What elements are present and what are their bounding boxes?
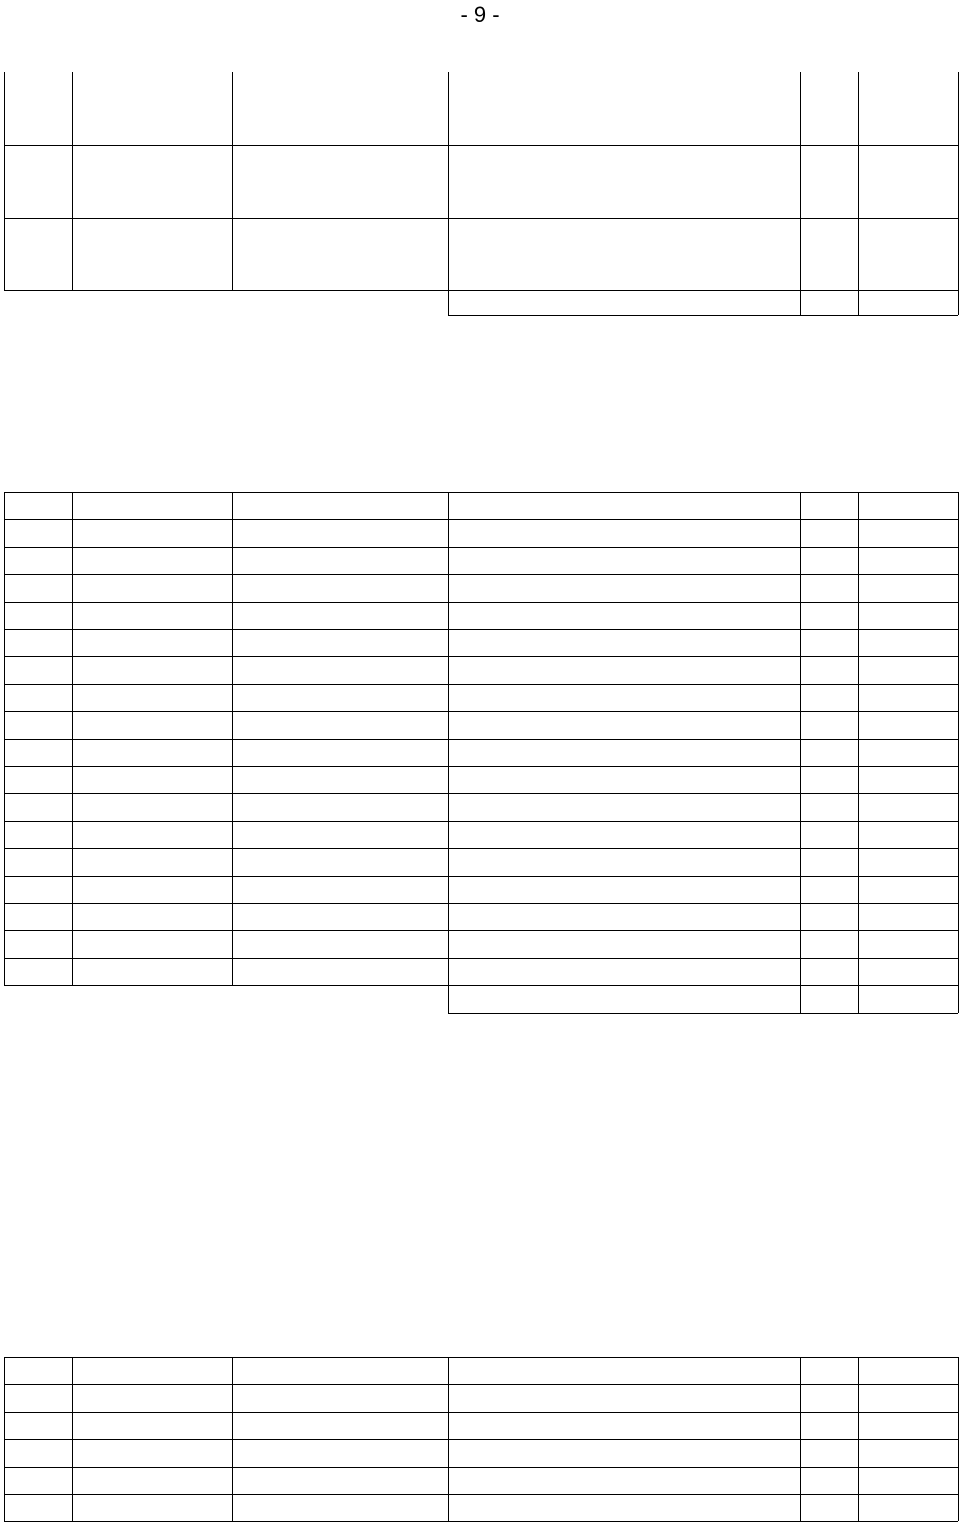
table-border — [448, 72, 449, 315]
table-border — [800, 72, 801, 315]
table-border — [4, 492, 958, 493]
table-border — [958, 72, 959, 315]
table-border — [4, 629, 958, 630]
table-border — [4, 958, 958, 959]
table-border — [4, 684, 958, 685]
table-border — [448, 1013, 958, 1014]
table-border — [4, 1384, 958, 1385]
table-border — [4, 1412, 958, 1413]
table-border — [232, 72, 233, 290]
table-border — [72, 72, 73, 290]
table-border — [800, 492, 801, 1013]
page-number: - 9 - — [460, 2, 500, 27]
table-border — [4, 821, 958, 822]
table-border — [4, 848, 958, 849]
table-border — [958, 1357, 959, 1521]
table-border — [4, 656, 958, 657]
table-border — [958, 492, 959, 1013]
table-border — [4, 876, 958, 877]
table-border — [858, 72, 859, 315]
table-border — [4, 766, 958, 767]
table-border — [4, 930, 958, 931]
table-border — [4, 145, 958, 146]
table-border — [4, 547, 958, 548]
table-border — [448, 315, 958, 316]
table-border — [4, 985, 958, 986]
table-border — [4, 1494, 958, 1495]
table-border — [4, 903, 958, 904]
table-border — [4, 1439, 958, 1440]
table-border — [448, 985, 449, 1012]
table-border — [4, 290, 958, 291]
table-border — [4, 1357, 958, 1358]
table-border — [4, 218, 958, 219]
table-border — [4, 739, 958, 740]
table-border — [4, 574, 958, 575]
table-border — [4, 711, 958, 712]
table-border — [4, 1467, 958, 1468]
table-border — [4, 602, 958, 603]
table-border — [4, 72, 5, 290]
table-border — [858, 492, 859, 1013]
table-border — [4, 519, 958, 520]
table-border — [4, 793, 958, 794]
